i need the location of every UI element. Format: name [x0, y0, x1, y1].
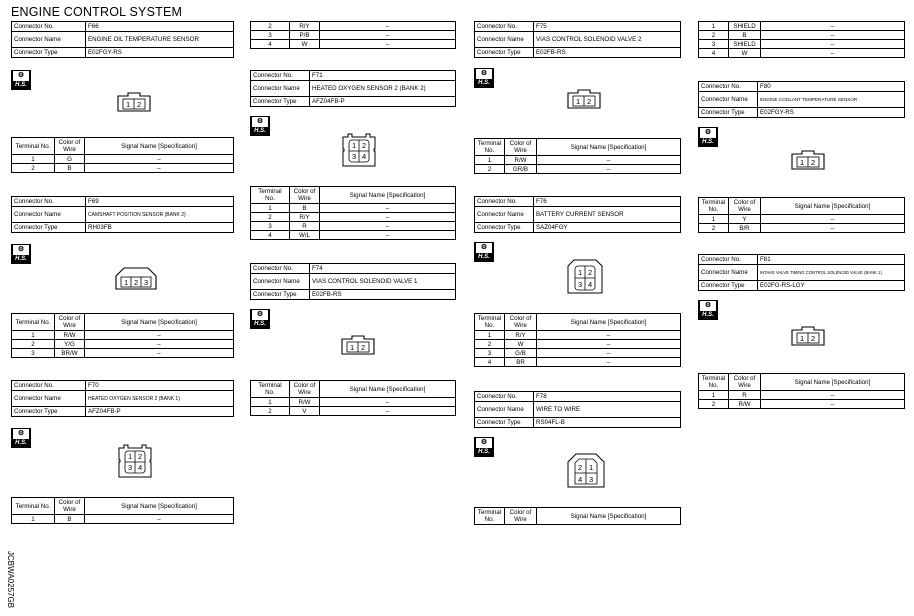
table-row — [12, 349, 234, 358]
table-cell: Signal Name [Specification] — [85, 314, 234, 331]
table-cell: W — [729, 49, 761, 58]
table-cell: Connector Name — [251, 274, 310, 290]
harness-side-icon: ⚙ H.S. — [698, 300, 718, 320]
table-cell: W — [290, 40, 320, 49]
table-cell: Connector No. — [699, 255, 758, 265]
connector-header-f70 — [11, 380, 234, 417]
pin-label: 1 — [128, 452, 133, 461]
table-cell: 2 — [251, 407, 290, 416]
harness-side-icon: ⚙ H.S. — [11, 70, 31, 90]
table-cell: – — [537, 156, 681, 165]
terminal-table-f78-continued — [698, 21, 905, 58]
table-row — [251, 31, 456, 40]
pin-label: 4 — [588, 280, 593, 289]
table-cell: Y — [729, 215, 761, 224]
table-cell: W/L — [290, 231, 320, 240]
table-cell: 3 — [12, 349, 55, 358]
connector-no: F81 — [758, 255, 905, 265]
table-cell: Terminal No. — [475, 314, 505, 331]
pin-label: 1 — [350, 343, 355, 352]
connector-name: CAMSHAFT POSITION SENSOR (BANK 2) — [86, 207, 234, 223]
table-row — [251, 204, 456, 213]
table-cell: Connector Name — [475, 402, 534, 418]
table-cell: – — [537, 349, 681, 358]
connector-no: F78 — [534, 392, 681, 402]
table-cell: Terminal No. — [12, 138, 55, 155]
connector-no: F76 — [534, 197, 681, 207]
table-cell: Color of Wire — [729, 374, 761, 391]
connector-type: AFZ04FB-P — [310, 97, 456, 107]
table-cell: Signal Name [Specification] — [761, 198, 905, 215]
table-cell: Connector Type — [12, 48, 86, 58]
table-cell: – — [761, 400, 905, 409]
table-cell: – — [761, 22, 905, 31]
table-cell: Connector No. — [251, 264, 310, 274]
connector-no: F80 — [758, 82, 905, 92]
connector-name: WIRE TO WIRE — [534, 402, 681, 418]
table-cell: – — [85, 340, 234, 349]
table-cell: W — [505, 340, 537, 349]
table-cell: Terminal No. — [12, 498, 55, 515]
table-cell: Connector Type — [251, 290, 310, 300]
table-row — [12, 331, 234, 340]
pin-label: 2 — [137, 100, 142, 109]
table-cell: 2 — [699, 31, 729, 40]
connector-header-f71 — [250, 70, 456, 107]
connector-no: F74 — [310, 264, 456, 274]
pin-label: 2 — [578, 463, 583, 472]
terminal-table-f74 — [250, 380, 456, 416]
table-cell: 2 — [251, 22, 290, 31]
harness-side-icon: ⚙ H.S. — [250, 116, 270, 136]
terminal-table-f75 — [474, 138, 681, 174]
table-cell: Signal Name [Specification] — [85, 498, 234, 515]
table-cell: Signal Name [Specification] — [537, 139, 681, 156]
table-cell: Connector Type — [475, 418, 534, 428]
table-cell: 1 — [475, 331, 505, 340]
diagram-code: JCBWA0257GB — [6, 550, 16, 609]
connector-header-f78 — [474, 391, 681, 428]
connector-header-f81 — [698, 254, 905, 291]
connector-face-f76 — [566, 258, 604, 294]
table-cell: B — [729, 31, 761, 40]
table-cell: BR — [505, 358, 537, 367]
connector-face-f69 — [114, 266, 158, 290]
connector-face-f74 — [340, 335, 376, 355]
page-title: ENGINE CONTROL SYSTEM — [11, 5, 183, 19]
table-row — [475, 165, 681, 174]
table-cell: Color of Wire — [505, 139, 537, 156]
connector-header-f74 — [250, 263, 456, 300]
connector-face-f66 — [116, 92, 152, 112]
table-cell: – — [85, 155, 234, 164]
connector-face-f75 — [566, 89, 602, 109]
table-row — [251, 407, 456, 416]
table-cell: 2 — [699, 400, 729, 409]
table-cell: Color of Wire — [55, 498, 85, 515]
table-cell: Connector Type — [12, 407, 86, 417]
terminal-table-f66 — [11, 137, 234, 173]
table-cell: G/B — [505, 349, 537, 358]
table-row — [699, 391, 905, 400]
harness-side-icon: ⚙ H.S. — [474, 437, 494, 457]
table-cell: Color of Wire — [55, 314, 85, 331]
table-cell: Terminal No. — [699, 374, 729, 391]
pin-label: 3 — [128, 463, 133, 472]
pin-label: 2 — [134, 278, 139, 287]
table-row — [475, 331, 681, 340]
table-cell: R/W — [290, 398, 320, 407]
table-cell: – — [761, 49, 905, 58]
table-cell: SHIELD — [729, 22, 761, 31]
table-row — [251, 222, 456, 231]
table-cell: 1 — [699, 22, 729, 31]
table-cell: Color of Wire — [55, 138, 85, 155]
connector-type: E02FGY-RS — [86, 48, 234, 58]
table-cell: Connector Name — [475, 32, 534, 48]
connector-no: F69 — [86, 197, 234, 207]
table-cell: Connector Name — [699, 92, 758, 108]
table-cell: Signal Name [Specification] — [761, 374, 905, 391]
table-cell: – — [320, 222, 456, 231]
connector-type: E02FG-RS-LGY — [758, 281, 905, 291]
table-cell: R/Y — [505, 331, 537, 340]
table-cell: Terminal No. — [12, 314, 55, 331]
table-cell: 1 — [699, 215, 729, 224]
pin-label: 1 — [576, 97, 581, 106]
table-cell: R/Y — [290, 22, 320, 31]
table-cell: – — [320, 22, 456, 31]
table-cell: Connector Name — [12, 391, 86, 407]
pin-label: 2 — [138, 452, 143, 461]
table-cell: Connector Type — [699, 281, 758, 291]
table-cell: – — [761, 31, 905, 40]
connector-type: E02FB-RS — [310, 290, 456, 300]
table-cell: Signal Name [Specification] — [320, 187, 456, 204]
connector-name: VIAS CONTROL SOLENOID VALVE 1 — [310, 274, 456, 290]
table-cell: Terminal No. — [251, 187, 290, 204]
table-cell: – — [537, 165, 681, 174]
table-row — [699, 215, 905, 224]
connector-name: VIAS CONTROL SOLENOID VALVE 2 — [534, 32, 681, 48]
table-cell: Signal Name [Specification] — [85, 138, 234, 155]
table-cell: R — [290, 222, 320, 231]
table-cell: – — [320, 407, 456, 416]
table-cell: Connector Name — [251, 81, 310, 97]
table-cell: 4 — [475, 358, 505, 367]
table-cell: B — [290, 204, 320, 213]
table-cell: B — [55, 164, 85, 173]
table-cell: – — [85, 164, 234, 173]
pin-label: 2 — [587, 97, 592, 106]
terminal-table-f80 — [698, 197, 905, 233]
connector-type: E02FGY-RS — [758, 108, 905, 118]
table-row — [475, 156, 681, 165]
table-row — [475, 349, 681, 358]
connector-type: AFZ04FB-P — [86, 407, 234, 417]
table-cell: 2 — [12, 340, 55, 349]
pin-label: 4 — [362, 152, 367, 161]
connector-header-f69 — [11, 196, 234, 233]
table-cell: R/W — [505, 156, 537, 165]
pin-label: 1 — [578, 268, 583, 277]
terminal-table-f71 — [250, 186, 456, 240]
table-cell: – — [85, 515, 234, 524]
table-cell: Connector Type — [699, 108, 758, 118]
table-cell: 2 — [699, 224, 729, 233]
table-cell: 1 — [475, 156, 505, 165]
harness-side-icon: ⚙ H.S. — [11, 428, 31, 448]
pin-label: 1 — [352, 141, 357, 150]
table-cell: 3 — [251, 222, 290, 231]
table-row — [699, 40, 905, 49]
table-row — [699, 49, 905, 58]
terminal-table-f70-continued — [250, 21, 456, 49]
connector-header-f80 — [698, 81, 905, 118]
connector-face-f80 — [790, 150, 826, 170]
table-cell: – — [537, 358, 681, 367]
connector-name: INTAKE VALVE TIMING CONTROL SOLENOID VALVE (BANK 1) — [758, 265, 905, 281]
table-cell: – — [761, 215, 905, 224]
pin-label: 3 — [352, 152, 357, 161]
table-cell: 2 — [475, 340, 505, 349]
harness-side-icon: ⚙ H.S. — [250, 309, 270, 329]
table-row — [251, 22, 456, 31]
pin-label: 2 — [361, 343, 366, 352]
table-cell: G — [55, 155, 85, 164]
table-cell: Terminal No. — [475, 508, 505, 525]
connector-type: RS04FL-B — [534, 418, 681, 428]
terminal-table-f69 — [11, 313, 234, 358]
table-cell: – — [320, 31, 456, 40]
table-cell: – — [320, 398, 456, 407]
terminal-table-f70 — [11, 497, 234, 524]
pin-label: 3 — [589, 475, 594, 484]
connector-no: F71 — [310, 71, 456, 81]
table-cell: 2 — [12, 164, 55, 173]
pin-label: 1 — [126, 100, 131, 109]
table-cell: Y/G — [55, 340, 85, 349]
terminal-table-f78 — [474, 507, 681, 525]
table-cell: R/W — [729, 400, 761, 409]
table-cell: Connector No. — [475, 392, 534, 402]
connector-name: HEATED OXYGEN SENSOR 2 (BANK 1) — [86, 391, 234, 407]
harness-side-icon: ⚙ H.S. — [11, 244, 31, 264]
table-cell: 1 — [251, 398, 290, 407]
table-cell: Connector No. — [251, 71, 310, 81]
pin-label: 1 — [124, 278, 129, 287]
table-cell: Signal Name [Specification] — [537, 314, 681, 331]
table-row — [12, 164, 234, 173]
table-row — [12, 515, 234, 524]
table-cell: Connector Type — [475, 48, 534, 58]
table-cell: Signal Name [Specification] — [537, 508, 681, 525]
table-cell: 1 — [12, 515, 55, 524]
table-cell: Connector Name — [699, 265, 758, 281]
table-cell: – — [761, 391, 905, 400]
table-cell: – — [320, 231, 456, 240]
table-cell: Connector No. — [475, 22, 534, 32]
table-cell: 4 — [251, 40, 290, 49]
table-cell: R — [729, 391, 761, 400]
connector-face-f71 — [342, 133, 376, 167]
connector-name: BATTERY CURRENT SENSOR — [534, 207, 681, 223]
pin-label: 2 — [811, 334, 816, 343]
pin-label: 1 — [800, 158, 805, 167]
table-cell: Color of Wire — [290, 187, 320, 204]
terminal-table-f76 — [474, 313, 681, 367]
table-cell: R/W — [55, 331, 85, 340]
table-row — [699, 31, 905, 40]
table-cell: Connector Type — [251, 97, 310, 107]
harness-side-icon: ⚙ H.S. — [474, 242, 494, 262]
connector-type: E02FB-RS — [534, 48, 681, 58]
table-cell: 4 — [251, 231, 290, 240]
table-cell: Connector Name — [475, 207, 534, 223]
table-cell: 4 — [699, 49, 729, 58]
table-cell: Color of Wire — [505, 508, 537, 525]
table-row — [251, 213, 456, 222]
table-cell: 1 — [251, 204, 290, 213]
table-cell: R/Y — [290, 213, 320, 222]
table-cell: B/R — [729, 224, 761, 233]
connector-type: SAZ04FGY — [534, 223, 681, 233]
pin-label: 4 — [578, 475, 583, 484]
table-cell: GR/B — [505, 165, 537, 174]
pin-label: 2 — [362, 141, 367, 150]
table-row — [475, 340, 681, 349]
table-cell: 1 — [12, 155, 55, 164]
connector-face-f78 — [566, 452, 606, 488]
table-cell: Connector No. — [12, 197, 86, 207]
table-cell: Connector No. — [12, 381, 86, 391]
table-cell: Connector No. — [699, 82, 758, 92]
connector-header-f75 — [474, 21, 681, 58]
table-row — [251, 231, 456, 240]
table-cell: Terminal No. — [251, 381, 290, 398]
table-cell: Color of Wire — [729, 198, 761, 215]
table-cell: Connector Name — [12, 207, 86, 223]
table-cell: V — [290, 407, 320, 416]
table-cell: Connector No. — [475, 197, 534, 207]
table-cell: B — [55, 515, 85, 524]
pin-label: 4 — [138, 463, 143, 472]
table-row — [699, 22, 905, 31]
table-cell: Terminal No. — [475, 139, 505, 156]
table-cell: – — [537, 340, 681, 349]
table-row — [699, 400, 905, 409]
table-cell: Signal Name [Specification] — [320, 381, 456, 398]
table-row — [251, 40, 456, 49]
table-cell: 1 — [12, 331, 55, 340]
table-cell: 3 — [475, 349, 505, 358]
table-cell: Terminal No. — [699, 198, 729, 215]
pin-label: 1 — [589, 463, 594, 472]
table-row — [475, 358, 681, 367]
table-cell: SHIELD — [729, 40, 761, 49]
connector-face-f70 — [118, 444, 152, 478]
connector-header-f66 — [11, 21, 234, 58]
table-row — [12, 340, 234, 349]
table-cell: 2 — [475, 165, 505, 174]
pin-label: 3 — [144, 278, 149, 287]
table-cell: Connector Type — [12, 223, 86, 233]
table-cell: BR/W — [55, 349, 85, 358]
table-cell: Connector Name — [12, 32, 86, 48]
table-cell: – — [85, 331, 234, 340]
table-cell: 1 — [699, 391, 729, 400]
table-cell: – — [761, 224, 905, 233]
table-cell: Connector Type — [475, 223, 534, 233]
table-cell: – — [320, 40, 456, 49]
connector-name: ENGINE COOLANT TEMPERATURE SENSOR — [758, 92, 905, 108]
table-cell: P/B — [290, 31, 320, 40]
pin-label: 3 — [578, 280, 583, 289]
connector-no: F75 — [534, 22, 681, 32]
connector-name: HEATED OXYGEN SENSOR 2 (BANK 2) — [310, 81, 456, 97]
table-cell: 3 — [699, 40, 729, 49]
terminal-table-f81 — [698, 373, 905, 409]
table-row — [12, 155, 234, 164]
table-row — [251, 398, 456, 407]
table-cell: Connector No. — [12, 22, 86, 32]
harness-side-icon: ⚙ H.S. — [698, 127, 718, 147]
table-cell: Color of Wire — [290, 381, 320, 398]
pin-label: 2 — [588, 268, 593, 277]
connector-type: RH03FB — [86, 223, 234, 233]
connector-no: F66 — [86, 22, 234, 32]
table-cell: 2 — [251, 213, 290, 222]
connector-header-f76 — [474, 196, 681, 233]
harness-side-icon: ⚙ H.S. — [474, 68, 494, 88]
table-cell: – — [537, 331, 681, 340]
connector-face-f81 — [790, 326, 826, 346]
table-cell: Color of Wire — [505, 314, 537, 331]
table-row — [699, 224, 905, 233]
pin-label: 2 — [811, 158, 816, 167]
table-cell: – — [85, 349, 234, 358]
connector-no: F70 — [86, 381, 234, 391]
table-cell: – — [320, 213, 456, 222]
table-cell: 3 — [251, 31, 290, 40]
table-cell: – — [761, 40, 905, 49]
pin-label: 1 — [800, 334, 805, 343]
connector-name: ENGINE OIL TEMPERATURE SENSOR — [86, 32, 234, 48]
table-cell: – — [320, 204, 456, 213]
